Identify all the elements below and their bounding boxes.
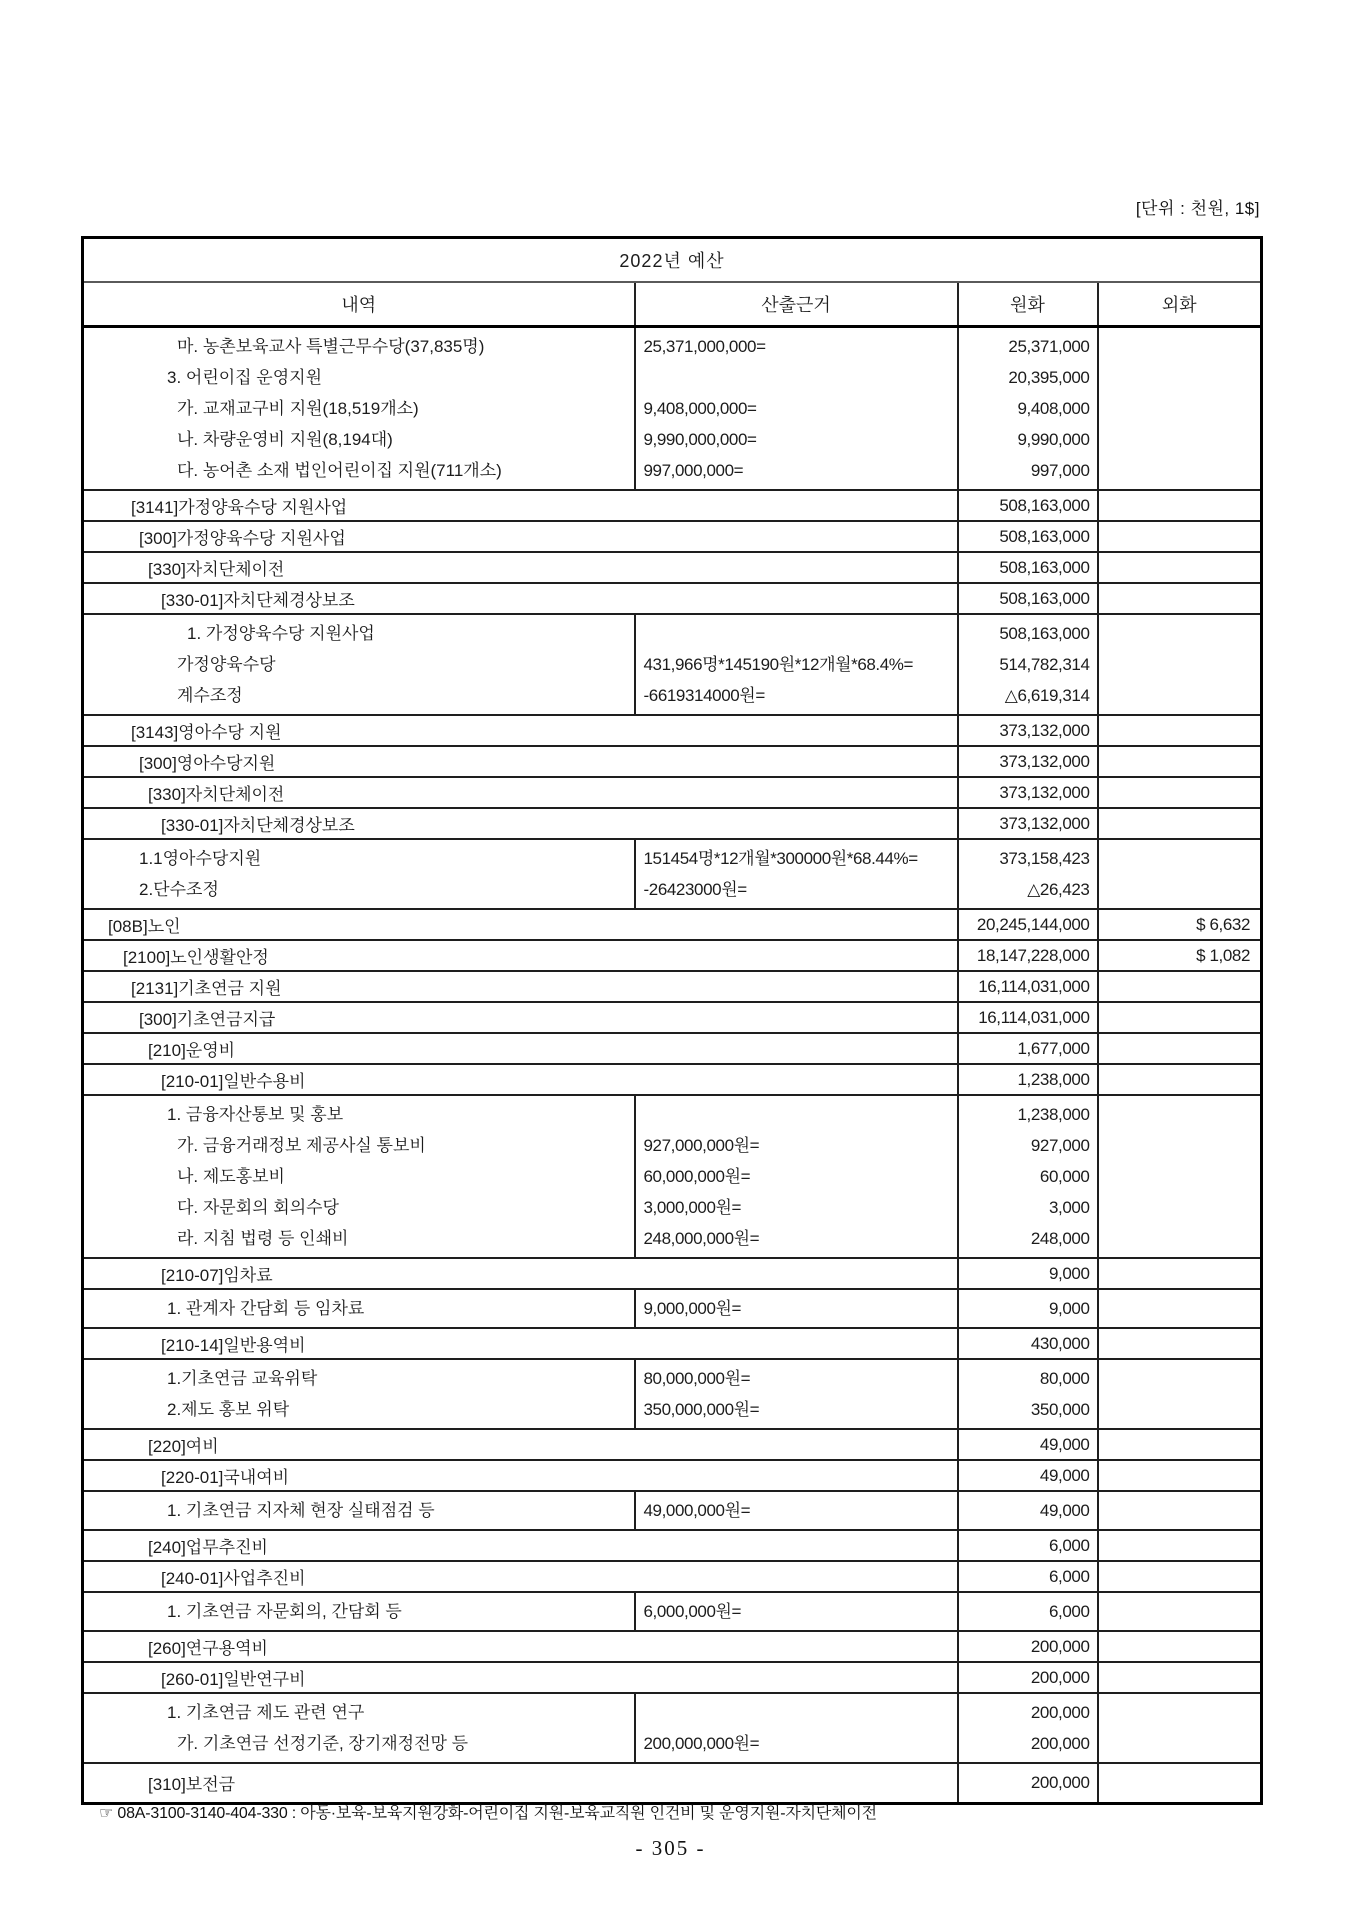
table-title: 2022년 예산 <box>83 238 1262 283</box>
cell-calc <box>635 1359 958 1429</box>
cell-krw <box>958 327 1098 491</box>
cell-krw: 508,163,000 <box>958 521 1098 552</box>
cell-line <box>1099 424 1251 455</box>
cell-usd <box>1098 1258 1262 1289</box>
cell-line <box>1099 393 1251 424</box>
cell-name: [3143]영아수당 지원 <box>131 723 282 742</box>
cell-line: 3,000 <box>1048 1198 1090 1217</box>
cell-line: 9,000,000원= <box>643 1299 742 1318</box>
cell-line: 49,000,000원= <box>643 1501 751 1520</box>
table-row <box>83 1064 1262 1095</box>
cell-line: 나. 제도홍보비 <box>177 1167 285 1186</box>
cell-usd <box>1098 552 1262 583</box>
table-row <box>83 971 1262 1002</box>
cell-line: 60,000 <box>1039 1167 1090 1186</box>
cell-krw: 49,000 <box>958 1429 1098 1460</box>
cell-line <box>1099 843 1251 874</box>
table-row <box>83 746 1262 777</box>
cell-line <box>1099 331 1251 362</box>
cell-krw: 16,114,031,000 <box>958 1002 1098 1033</box>
column-header-name: 내역 <box>83 282 635 327</box>
cell-usd <box>1098 1530 1262 1561</box>
table-row <box>83 521 1262 552</box>
cell-usd <box>1098 1033 1262 1064</box>
cell-name <box>83 1289 635 1328</box>
cell-krw <box>958 839 1098 909</box>
cell-line: 1.1영아수당지원 <box>139 849 262 868</box>
budget-table-body <box>83 327 1262 1804</box>
table-group-row <box>83 839 1262 909</box>
page-number: - 305 - <box>635 1836 706 1860</box>
cell-line: 200,000 <box>1030 1703 1090 1722</box>
cell-calc <box>635 1289 958 1328</box>
table-group-row <box>83 1491 1262 1530</box>
cell-name: [330-01]자치단체경상보조 <box>161 816 355 835</box>
cell-usd <box>1098 1002 1262 1033</box>
cell-line: -6619314000원= <box>643 686 765 705</box>
cell-line <box>1099 680 1251 711</box>
table-row <box>83 1258 1262 1289</box>
cell-usd <box>1098 521 1262 552</box>
cell-line: 6,000,000원= <box>643 1602 742 1621</box>
table-row <box>83 940 1262 971</box>
cell-usd <box>1098 1289 1262 1328</box>
cell-line: 6,000 <box>1048 1602 1090 1621</box>
cell-krw: 373,132,000 <box>958 808 1098 839</box>
cell-usd <box>1098 614 1262 715</box>
cell-name: [220-01]국내여비 <box>161 1468 290 1487</box>
cell-name: [08B]노인 <box>108 917 181 936</box>
table-row <box>83 808 1262 839</box>
cell-line: 가. 기초연금 선정기준, 장기재정전망 등 <box>177 1734 469 1753</box>
cell-usd <box>1098 583 1262 614</box>
cell-line: 248,000,000원= <box>643 1229 760 1248</box>
cell-line: 997,000 <box>1030 461 1090 480</box>
table-row <box>83 1662 1262 1693</box>
cell-krw <box>958 1095 1098 1258</box>
table-group-row <box>83 1693 1262 1763</box>
cell-line: 1. 기초연금 제도 관련 연구 <box>167 1703 365 1722</box>
cell-krw: 49,000 <box>958 1460 1098 1491</box>
table-row <box>83 1429 1262 1460</box>
cell-line: 나. 차량운영비 지원(8,194대) <box>177 430 393 449</box>
cell-calc <box>635 1491 958 1530</box>
cell-line: 1. 관계자 간담회 등 임차료 <box>167 1299 365 1318</box>
cell-name <box>83 1359 635 1429</box>
cell-calc <box>635 1095 958 1258</box>
column-header-calc: 산출근거 <box>635 282 958 327</box>
cell-line: 다. 자문회의 회의수당 <box>177 1198 339 1217</box>
cell-line <box>1099 455 1251 486</box>
cell-name: [330]자치단체이전 <box>148 560 285 579</box>
cell-usd <box>1098 777 1262 808</box>
table-row <box>83 1631 1262 1662</box>
column-header-krw: 원화 <box>958 282 1098 327</box>
cell-line <box>1099 1161 1251 1192</box>
table-row <box>83 909 1262 940</box>
cell-line: 20,395,000 <box>1008 368 1090 387</box>
cell-line: 373,158,423 <box>999 849 1090 868</box>
table-row <box>83 583 1262 614</box>
cell-line <box>636 1099 957 1130</box>
cell-usd <box>1098 1662 1262 1693</box>
cell-line <box>1099 1495 1251 1526</box>
cell-krw <box>958 1592 1098 1631</box>
cell-usd <box>1098 1460 1262 1491</box>
cell-line <box>1099 1363 1251 1394</box>
cell-line: 라. 지침 법령 등 인쇄비 <box>177 1229 349 1248</box>
cell-line <box>1099 649 1251 680</box>
cell-line: 200,000,000원= <box>643 1734 760 1753</box>
cell-krw: 373,132,000 <box>958 715 1098 746</box>
table-title-row <box>83 238 1262 283</box>
cell-line: 350,000 <box>1030 1400 1090 1419</box>
cell-line: 9,408,000,000= <box>643 399 757 418</box>
cell-line: 계수조정 <box>177 686 243 705</box>
budget-table <box>81 236 1263 1805</box>
cell-calc <box>635 1693 958 1763</box>
cell-line: 다. 농어촌 소재 법인어린이집 지원(711개소) <box>177 461 502 480</box>
cell-krw <box>958 1359 1098 1429</box>
cell-line: 80,000 <box>1039 1369 1090 1388</box>
cell-line: 927,000,000원= <box>643 1136 760 1155</box>
cell-line: 49,000 <box>1039 1501 1090 1520</box>
cell-name: [330-01]자치단체경상보조 <box>161 591 355 610</box>
cell-name <box>83 1095 635 1258</box>
cell-line: 가. 금융거래정보 제공사실 통보비 <box>177 1136 426 1155</box>
cell-line: 25,371,000 <box>1008 337 1090 356</box>
cell-usd <box>1098 1429 1262 1460</box>
table-group-row <box>83 1289 1262 1328</box>
cell-usd: $ 1,082 <box>1196 945 1251 965</box>
cell-krw: 508,163,000 <box>958 583 1098 614</box>
cell-line <box>1099 1223 1251 1254</box>
cell-line <box>1099 618 1251 649</box>
cell-krw: 373,132,000 <box>958 746 1098 777</box>
cell-line: 80,000,000원= <box>643 1369 751 1388</box>
cell-usd <box>1098 808 1262 839</box>
column-header-usd: 외화 <box>1098 282 1262 327</box>
cell-usd <box>1098 715 1262 746</box>
cell-krw <box>958 1491 1098 1530</box>
cell-line: 1. 기초연금 지자체 현장 실태점검 등 <box>167 1501 435 1520</box>
unit-label: [단위 : 천원, 1$] <box>1135 199 1260 218</box>
cell-line: 508,163,000 <box>999 624 1090 643</box>
cell-line: 1,238,000 <box>1017 1105 1090 1124</box>
cell-name: [240-01]사업추진비 <box>161 1569 306 1588</box>
cell-line <box>1099 1293 1251 1324</box>
cell-usd <box>1098 839 1262 909</box>
cell-usd <box>1098 490 1262 521</box>
table-group-row <box>83 1592 1262 1631</box>
cell-line <box>636 1697 957 1728</box>
cell-usd <box>1098 1359 1262 1429</box>
cell-name <box>83 1592 635 1631</box>
cell-line: 248,000 <box>1030 1229 1090 1248</box>
cell-name: [2100]노인생활안정 <box>123 948 269 967</box>
cell-name: [310]보전금 <box>148 1775 236 1795</box>
cell-krw <box>958 614 1098 715</box>
table-row <box>83 715 1262 746</box>
cell-line: 9,000 <box>1048 1299 1090 1318</box>
cell-krw: 18,147,228,000 <box>958 940 1098 971</box>
cell-name: [2131]기초연금 지원 <box>131 979 282 998</box>
cell-name: [210-14]일반용역비 <box>161 1336 306 1355</box>
table-row <box>83 552 1262 583</box>
cell-line: 9,990,000,000= <box>643 430 757 449</box>
table-row <box>83 1460 1262 1491</box>
footer-note: ☞ 08A-3100-3140-404-330 : 아동·보육-보육지원강화-어린이집 지원-보육교직원 인건비 및 운영지원-자치단체이전 <box>99 1805 877 1822</box>
cell-usd <box>1098 746 1262 777</box>
cell-calc <box>635 614 958 715</box>
cell-line: 60,000,000원= <box>643 1167 751 1186</box>
cell-name: [210]운영비 <box>148 1041 236 1060</box>
cell-usd <box>1098 1693 1262 1763</box>
cell-name <box>83 1491 635 1530</box>
cell-krw: 16,114,031,000 <box>958 971 1098 1002</box>
table-row <box>83 1561 1262 1592</box>
cell-line: △6,619,314 <box>1004 686 1090 705</box>
cell-krw: 200,000 <box>958 1763 1098 1803</box>
cell-name <box>83 839 635 909</box>
cell-krw: 508,163,000 <box>958 552 1098 583</box>
cell-usd: $ 6,632 <box>1196 914 1251 934</box>
cell-krw: 430,000 <box>958 1328 1098 1359</box>
cell-name: [220]여비 <box>148 1437 219 1456</box>
cell-krw: 1,677,000 <box>958 1033 1098 1064</box>
table-row <box>83 1328 1262 1359</box>
table-row <box>83 1530 1262 1561</box>
cell-line <box>1099 1728 1251 1759</box>
cell-line: 431,966명*145190원*12개월*68.4%= <box>643 655 914 674</box>
table-header-row <box>83 282 1262 327</box>
cell-line: 3,000,000원= <box>643 1198 742 1217</box>
cell-line: 1.기초연금 교육위탁 <box>167 1369 318 1388</box>
cell-line <box>1099 1099 1251 1130</box>
cell-name: [210-07]임차료 <box>161 1266 273 1285</box>
cell-line: 927,000 <box>1030 1136 1090 1155</box>
cell-line: △26,423 <box>1027 880 1090 899</box>
cell-krw: 20,245,144,000 <box>958 909 1098 940</box>
table-group-row <box>83 614 1262 715</box>
cell-usd <box>1098 1491 1262 1530</box>
cell-line: 가정양육수당 <box>177 655 276 674</box>
cell-usd <box>1098 1064 1262 1095</box>
cell-line: 514,782,314 <box>999 655 1090 674</box>
cell-krw: 508,163,000 <box>958 490 1098 521</box>
table-group-row <box>83 327 1262 491</box>
cell-line <box>636 618 957 649</box>
cell-name <box>83 327 635 491</box>
cell-line <box>1099 1130 1251 1161</box>
cell-line: 9,990,000 <box>1017 430 1090 449</box>
cell-usd <box>1098 1328 1262 1359</box>
cell-krw: 373,132,000 <box>958 777 1098 808</box>
cell-line <box>1099 362 1251 393</box>
cell-calc <box>635 327 958 491</box>
cell-line: 1. 금융자산통보 및 홍보 <box>167 1105 344 1124</box>
cell-line <box>1099 1394 1251 1425</box>
cell-line <box>636 362 957 393</box>
cell-line <box>1099 1596 1251 1627</box>
table-group-row <box>83 1359 1262 1429</box>
cell-name: [210-01]일반수용비 <box>161 1072 306 1091</box>
cell-line: 9,408,000 <box>1017 399 1090 418</box>
cell-calc <box>635 1592 958 1631</box>
cell-line: 200,000 <box>1030 1734 1090 1753</box>
table-row <box>83 1033 1262 1064</box>
cell-krw: 9,000 <box>958 1258 1098 1289</box>
cell-line: -26423000원= <box>643 880 747 899</box>
cell-krw: 6,000 <box>958 1530 1098 1561</box>
cell-krw: 200,000 <box>958 1662 1098 1693</box>
cell-name: [240]업무추진비 <box>148 1538 268 1557</box>
cell-line: 997,000,000= <box>643 461 744 480</box>
table-row <box>83 777 1262 808</box>
cell-line: 151454명*12개월*300000원*68.44%= <box>643 849 918 868</box>
cell-krw: 1,238,000 <box>958 1064 1098 1095</box>
cell-line: 마. 농촌보육교사 특별근무수당(37,835명) <box>177 337 485 356</box>
cell-line: 2.제도 홍보 위탁 <box>167 1400 290 1419</box>
cell-name: [260-01]일반연구비 <box>161 1670 306 1689</box>
table-group-row <box>83 1095 1262 1258</box>
cell-usd <box>1098 1561 1262 1592</box>
cell-usd <box>1098 1592 1262 1631</box>
cell-usd <box>1098 1763 1262 1803</box>
table-row <box>83 490 1262 521</box>
table-row <box>83 1002 1262 1033</box>
cell-usd <box>1098 327 1262 491</box>
cell-name: [3141]가정양육수당 지원사업 <box>131 498 348 517</box>
cell-line: 1. 기초연금 자문회의, 간담회 등 <box>167 1602 402 1621</box>
table-row <box>83 1763 1262 1803</box>
cell-name: [260]연구용역비 <box>148 1639 268 1658</box>
cell-line: 2.단수조정 <box>139 880 219 899</box>
cell-line: 25,371,000,000= <box>643 337 766 356</box>
cell-line <box>1099 1697 1251 1728</box>
cell-line: 350,000,000원= <box>643 1400 760 1419</box>
cell-usd <box>1098 1095 1262 1258</box>
cell-krw: 6,000 <box>958 1561 1098 1592</box>
cell-line: 3. 어린이집 운영지원 <box>167 368 322 387</box>
cell-usd <box>1098 1631 1262 1662</box>
cell-name: [300]기초연금지급 <box>139 1010 276 1029</box>
cell-line: 1. 가정양육수당 지원사업 <box>187 624 375 643</box>
cell-line <box>1099 874 1251 905</box>
cell-usd <box>1098 971 1262 1002</box>
cell-line <box>1099 1192 1251 1223</box>
cell-name: [330]자치단체이전 <box>148 785 285 804</box>
cell-name: [300]가정양육수당 지원사업 <box>139 529 346 548</box>
cell-name: [300]영아수당지원 <box>139 754 276 773</box>
cell-name <box>83 614 635 715</box>
cell-krw: 200,000 <box>958 1631 1098 1662</box>
cell-calc <box>635 839 958 909</box>
cell-krw <box>958 1289 1098 1328</box>
cell-line: 가. 교재교구비 지원(18,519개소) <box>177 399 419 418</box>
cell-krw <box>958 1693 1098 1763</box>
cell-name <box>83 1693 635 1763</box>
